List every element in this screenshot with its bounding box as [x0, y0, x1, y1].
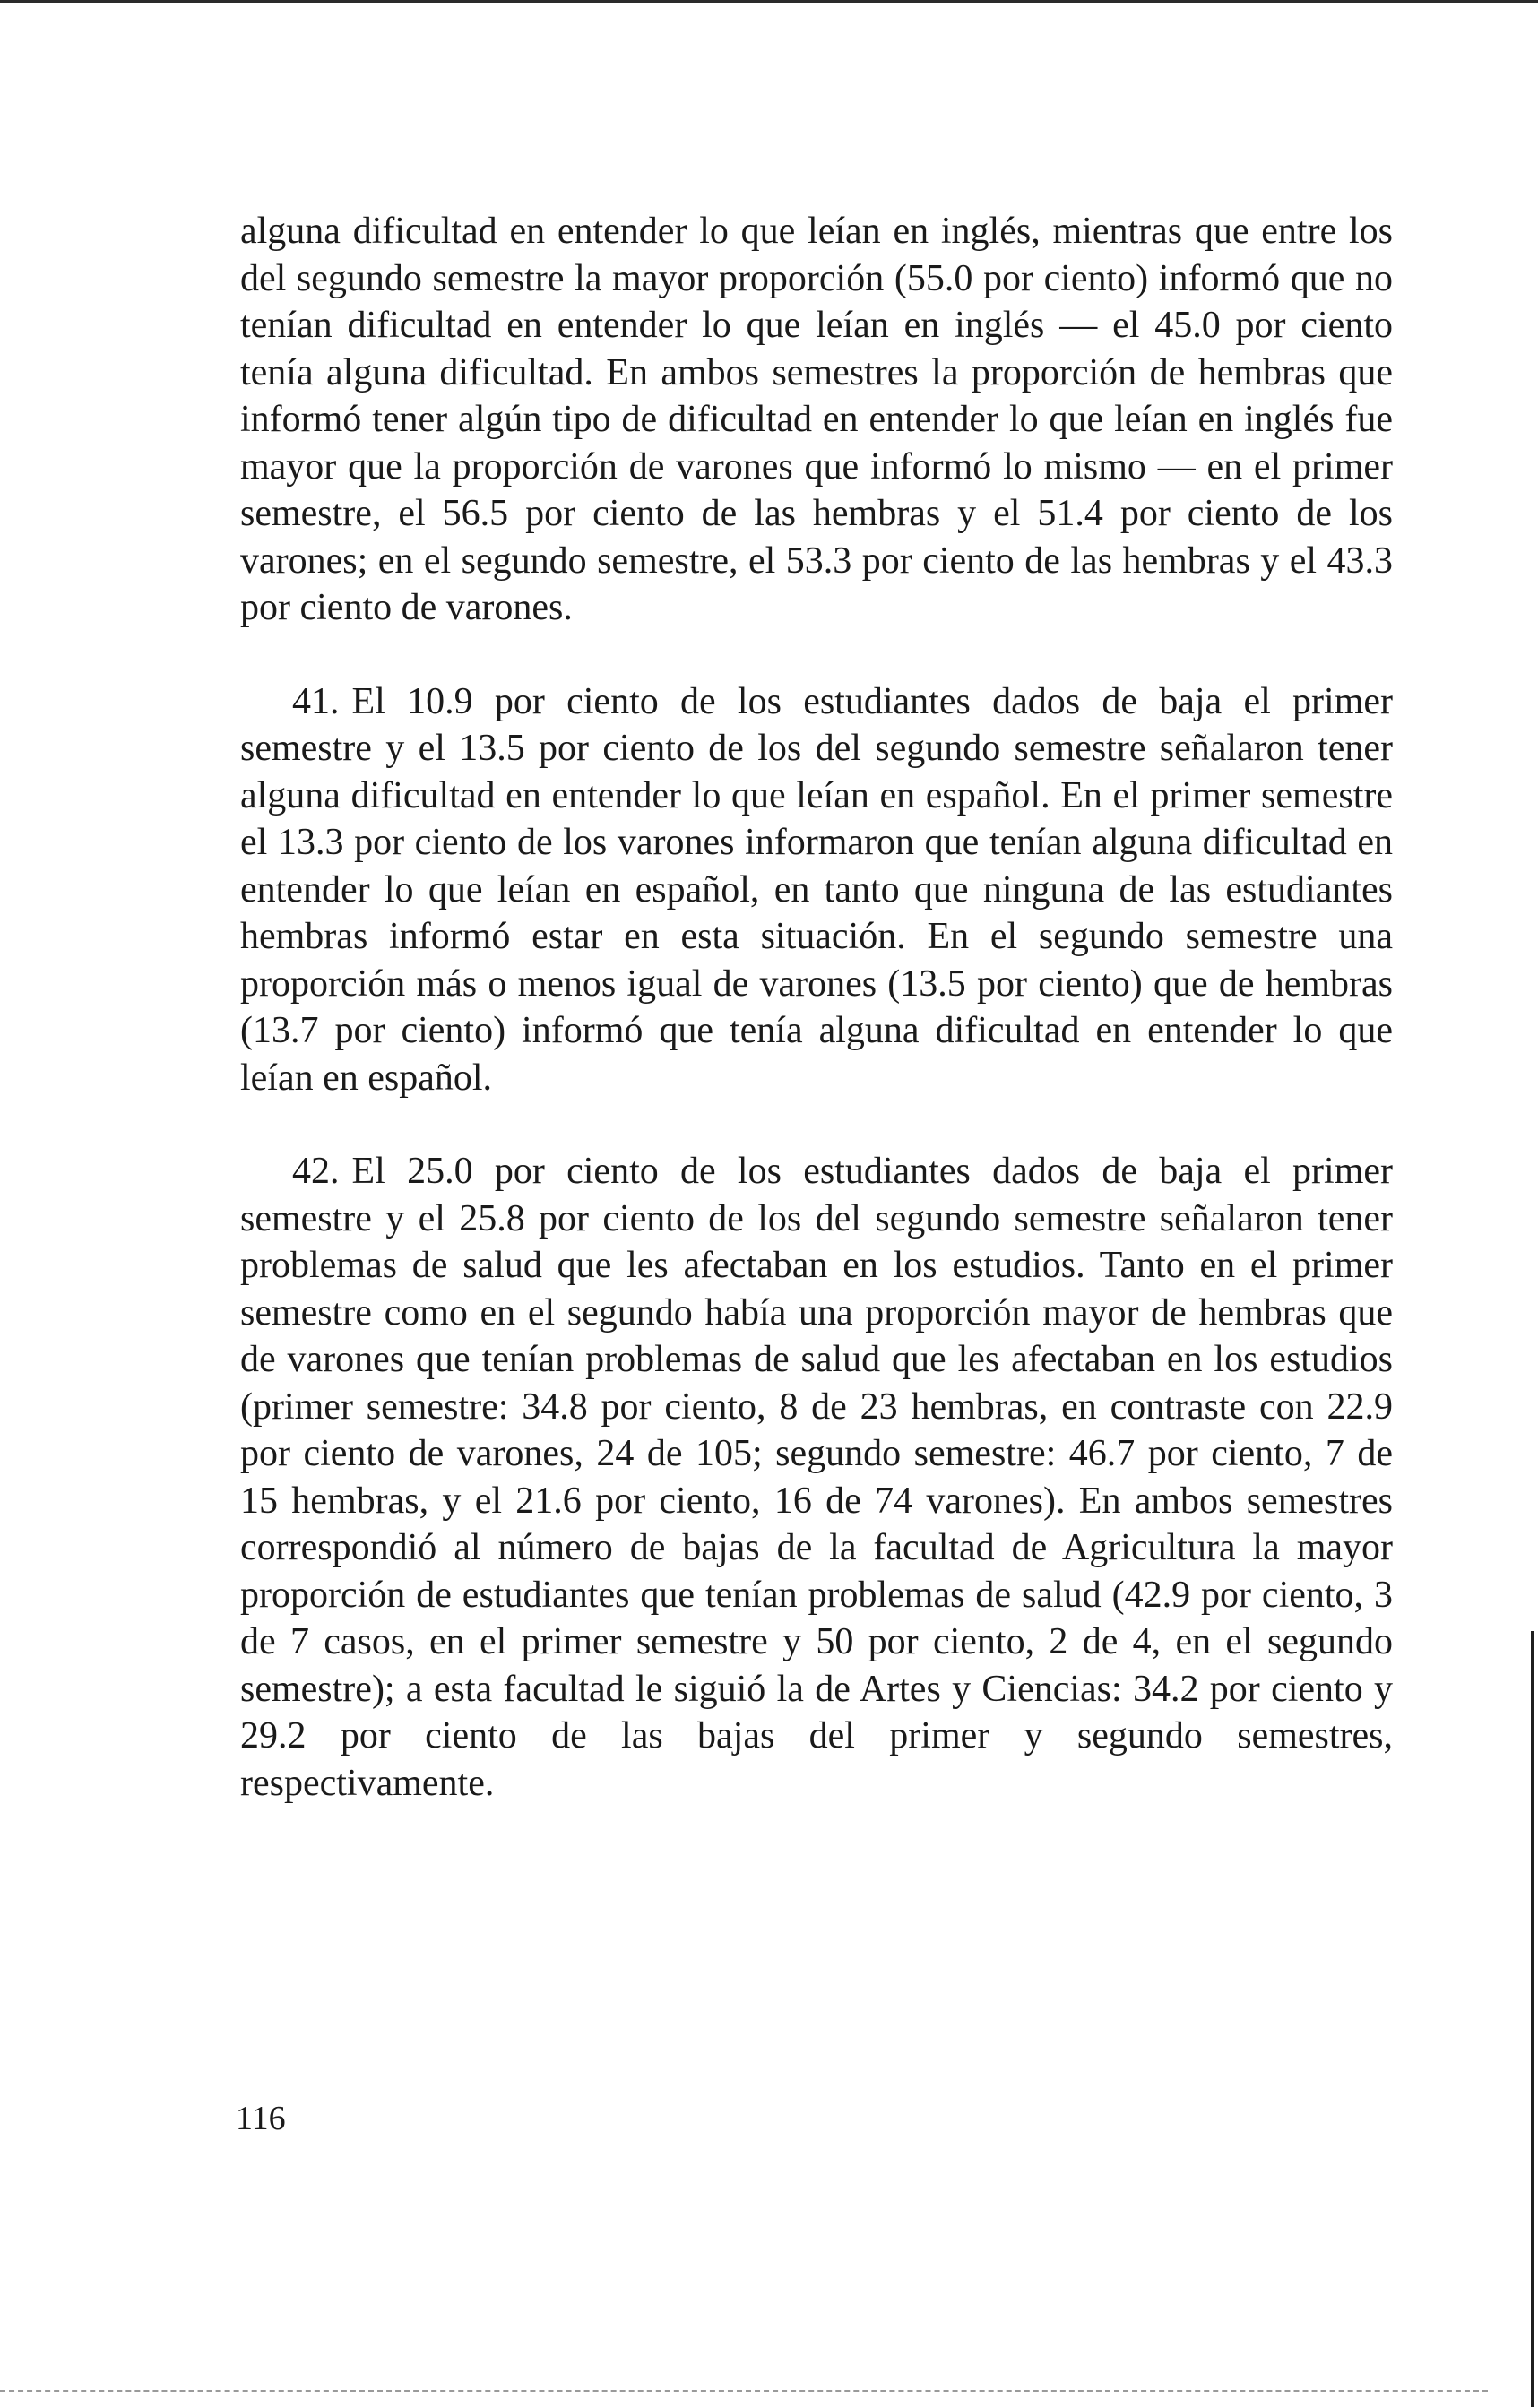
- page-body: [240, 208, 1393, 1807]
- paragraph-text: alguna dificultad en entender lo que leían en inglés, mientras que entre los del segundo semestre la mayor proporción (55.0 por ciento) informó que no tenían dificultad en entender lo que leían en inglés — el 45.0 por ciento tenía alguna dificultad. En ambos semestres la proporción de hembras que informó tener algún tipo de dificultad en entender lo que leían en inglés fue mayor que la proporción de varones que informó lo mismo — en el primer semestre, el 56.5 por ciento de las hembras y el 51.4 por ciento de los varones; en el segundo semestre, el 53.3 por ciento de las hembras y el 43.3 por ciento de varones.: [240, 211, 1393, 628]
- right-border-line: [1531, 1631, 1534, 2407]
- paragraph-continued: [240, 208, 1393, 632]
- paragraph-number: 42.: [292, 1151, 340, 1192]
- paragraph-41: [240, 678, 1393, 1102]
- bottom-edge-line: [0, 2390, 1488, 2392]
- page-number: 116: [236, 2100, 286, 2137]
- paragraph-text: El 10.9 por ciento de los estudiantes dados de baja el primer semestre y el 13.5 por ciento de los del segundo semestre señalaron tener alguna dificultad en entender lo que leían en español. En el primer semestre el 13.3 por ciento de los varones informaron que tenían alguna dificultad en entender lo que leían en español, en tanto que ninguna de las estudiantes hembras informó estar en esta situación. En el segundo semestre una proporción más o menos igual de varones (13.5 por ciento) que de hembras (13.7 por ciento) informó que tenía alguna dificultad en entender lo que leían en español.: [240, 680, 1393, 1099]
- paragraph-42: [240, 1148, 1393, 1807]
- paragraph-number: 41.: [292, 680, 340, 722]
- top-border-line: [0, 0, 1538, 3]
- paragraph-text: El 25.0 por ciento de los estudiantes dados de baja el primer semestre y el 25.8 por ciento de los del segundo semestre señalaron tener problemas de salud que les afectaban en los estudios. Tanto en el primer semestre como en el segundo había una proporción mayor de hembras que de varones que tenían problemas de salud que les afectaban en los estudios (primer semestre: 34.8 por ciento, 8 de 23 hembras, en contraste con 22.9 por ciento de varones, 24 de 105; segundo semestre: 46.7 por ciento, 7 de 15 hembras, y el 21.6 por ciento, 16 de 74 varones). En ambos semestres correspondió al número de bajas de la facultad de Agricultura la mayor proporción de estudiantes que tenían problemas de salud (42.9 por ciento, 3 de 7 casos, en el primer semestre y 50 por ciento, 2 de 4, en el segundo semestre); a esta facultad le siguió la de Artes y Ciencias: 34.2 por ciento y 29.2 por ciento de las bajas del primer y segundo semestres, respectivamente.: [240, 1151, 1393, 1804]
